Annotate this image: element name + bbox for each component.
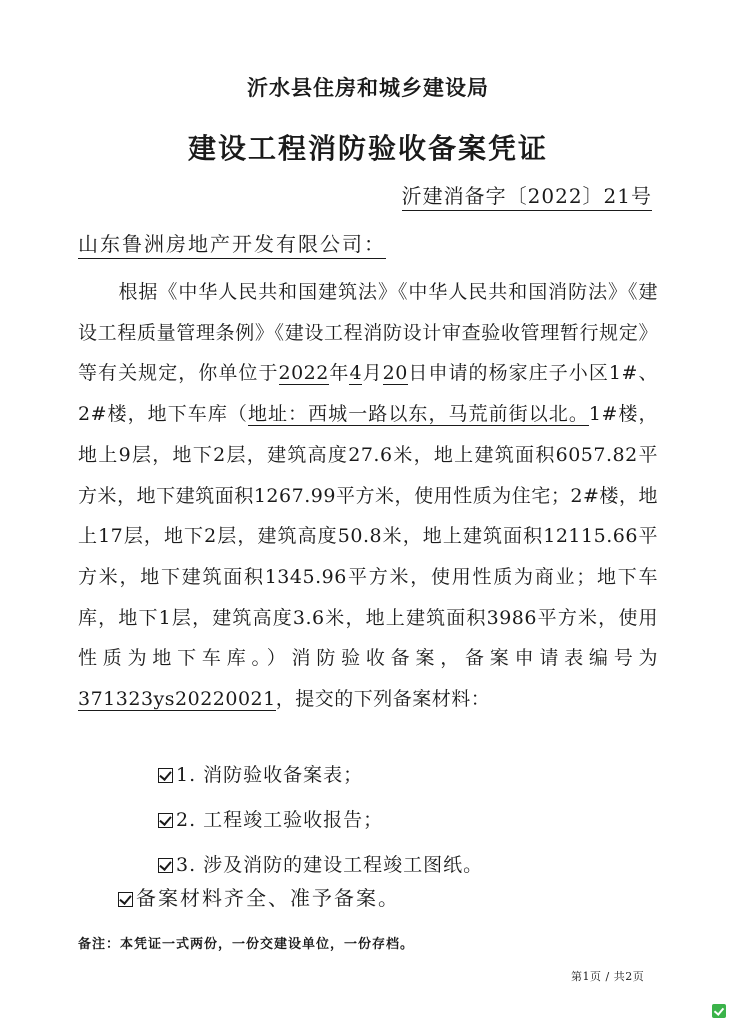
body-paragraph — [78, 272, 658, 720]
date-month-unit: 月 — [362, 362, 383, 385]
checklist-item — [158, 805, 483, 850]
project-address: 地址：西城一路以东，马荒前街以北。 — [247, 403, 589, 426]
date-year: 2022 — [278, 362, 329, 385]
remark-note: 备注：本凭证一式两份，一份交建设单位，一份存档。 — [78, 937, 415, 952]
page-counter: 第1页 / 共2页 — [571, 970, 645, 983]
document-number: 沂建消备字〔2022〕21号 — [402, 180, 652, 211]
body-closing: ，提交的下列备案材料： — [275, 688, 491, 711]
body-intro: 根据《中华人民共和国建筑法》《中华人民共和国消防法》《建设工程质量管理条例》《建设工程消防设计审查验收管理暂行规定》等有关规定，你单位于 — [78, 281, 658, 385]
application-number: 371323ys20220021 — [78, 688, 276, 711]
date-year-unit: 年 — [328, 362, 350, 385]
checklist-item-label: 1. 消防验收备案表； — [176, 764, 364, 786]
project-name: 日申请的杨家庄子小区1#、2#楼，地下车库（ — [78, 362, 658, 426]
checklist-item — [158, 760, 483, 805]
checklist-item-label: 2. 工程竣工验收报告； — [176, 809, 384, 831]
materials-checklist — [158, 760, 483, 895]
approval-statement — [118, 883, 400, 913]
checklist-item-label: 3. 涉及消防的建设工程竣工图纸。 — [176, 854, 484, 876]
addressee: 山东鲁洲房地产开发有限公司： — [78, 228, 386, 259]
issuer-name: 沂水县住房和城乡建设局 — [247, 76, 489, 100]
checkbox-checked-icon — [158, 768, 173, 783]
checkbox-checked-icon — [118, 892, 133, 907]
checkbox-checked-icon — [158, 813, 173, 828]
checkbox-checked-icon — [158, 858, 173, 873]
project-details: 1#楼，地上9层，地下2层，建筑高度27.6米，地上建筑面积6057.82平方米，地下建筑面积1267.99平方米，使用性质为住宅；2#楼，地上17层，地下2层，建筑高度50.8米，地上建筑面积12115.66平方米，地下建筑面积1345.96平方米，使用性质为商业；地下车库，地下1层，建筑高度3.6米，地上建筑面积3986平方米，使用性质为地下车库。）消防验收备案，备案申请表编号为 — [78, 403, 658, 670]
approval-label: 备案材料齐全、准予备案。 — [136, 886, 400, 910]
document-title: 建设工程消防验收备案凭证 — [187, 132, 548, 165]
date-day: 20 — [382, 362, 408, 385]
green-check-badge-icon — [712, 1004, 726, 1018]
date-month: 4 — [349, 362, 363, 385]
